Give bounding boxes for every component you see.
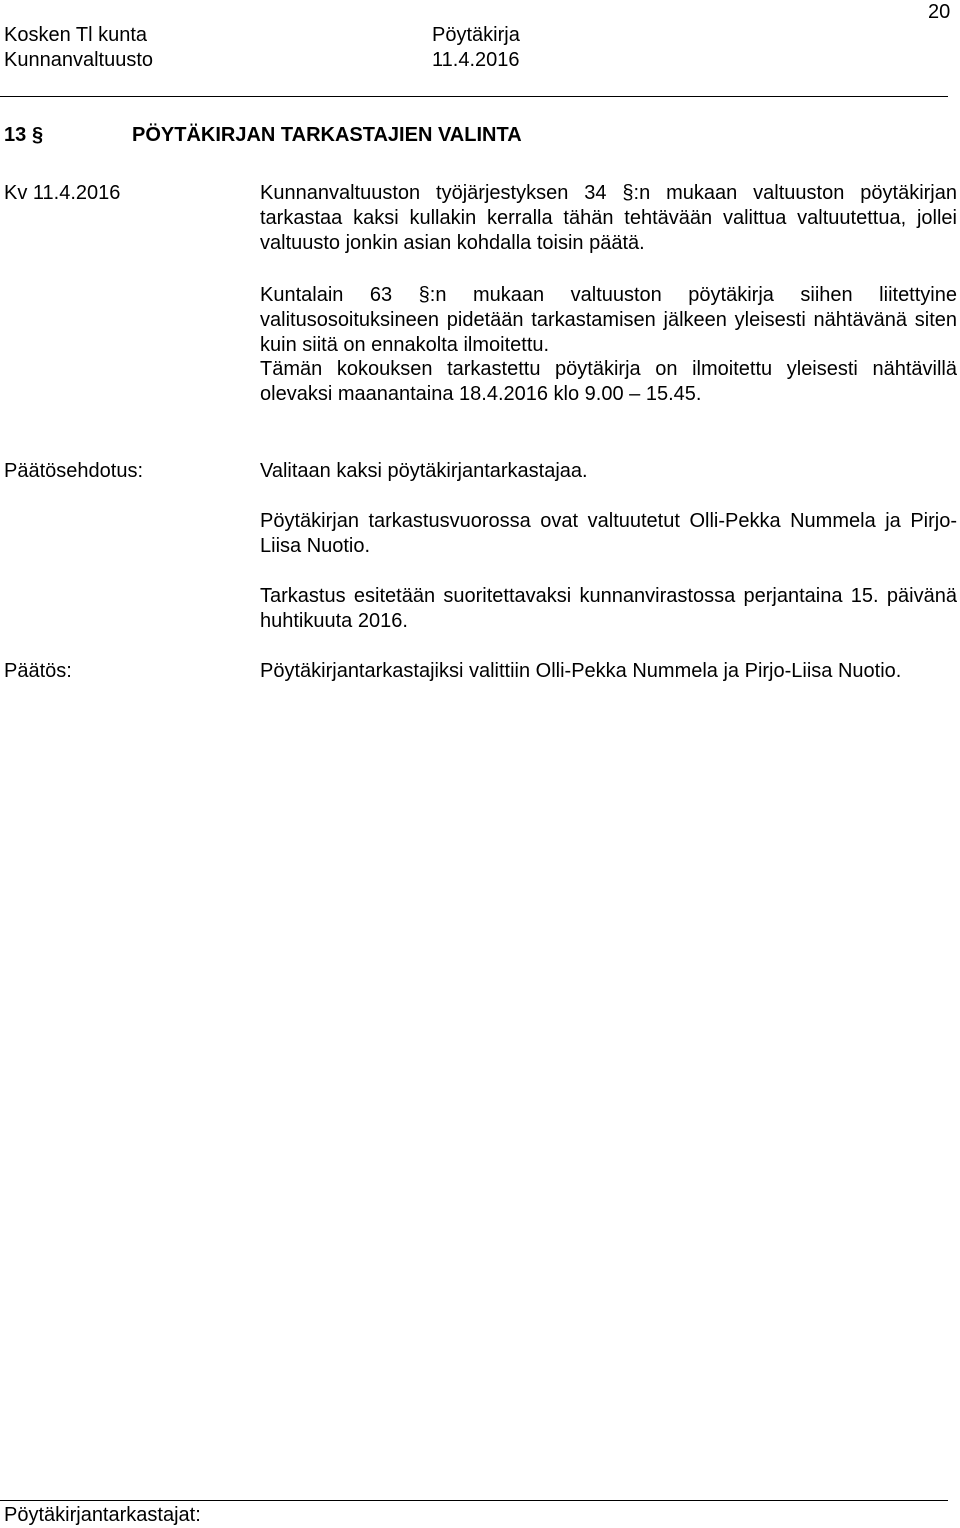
- footer-divider: [0, 1500, 948, 1501]
- meeting-label: Kv 11.4.2016: [4, 182, 121, 204]
- header-body: Kunnanvaltuusto: [4, 49, 154, 71]
- page-number: 20: [928, 1, 951, 23]
- header-date: 11.4.2016: [432, 49, 520, 71]
- proposal-label: Päätösehdotus:: [4, 460, 143, 482]
- meeting-paragraph-3: Tämän kokouksen tarkastettu pöytäkirja on ilmoitettu yleisesti nähtävillä olevaksi maanantaina 18.4.2016 klo 9.00 – 15.45.: [260, 358, 957, 405]
- proposal-paragraph-2: Pöytäkirjan tarkastusvuorossa ovat valtuutetut Olli-Pekka Nummela ja Pirjo-Liisa Nuotio.: [260, 510, 957, 557]
- header-organization: Kosken Tl kunta: [4, 24, 148, 46]
- proposal-paragraph-3: Tarkastus esitetään suoritettavaksi kunnanvirastossa perjantaina 15. päivänä huhtikuuta 2016.: [260, 585, 957, 632]
- decision-label: Päätös:: [4, 660, 72, 682]
- header-doc-type: Pöytäkirja: [432, 24, 520, 46]
- footer-signers-label: Pöytäkirjantarkastajat:: [4, 1504, 201, 1526]
- header-divider: [0, 96, 948, 97]
- section-title: PÖYTÄKIRJAN TARKASTAJIEN VALINTA: [132, 124, 522, 146]
- decision-text: Pöytäkirjantarkastajiksi valittiin Olli-Pekka Nummela ja Pirjo-Liisa Nuotio.: [260, 660, 902, 682]
- section-symbol: §: [32, 124, 44, 146]
- section-heading: [4, 123, 522, 148]
- meeting-paragraph-1: Kunnanvaltuuston työjärjestyksen 34 §:n mukaan valtuuston pöytäkirjan tarkastaa kaksi kullakin kerralla tähän tehtävään valittua valtuutettua, jollei valtuusto jonkin asian kohdalla toisin päätä.: [260, 182, 957, 254]
- section-number: 13: [4, 124, 27, 146]
- meeting-paragraph-2: Kuntalain 63 §:n mukaan valtuuston pöytäkirja siihen liitettyine valitusosoituksineen pidetään tarkastamisen jälkeen yleisesti nähtävänä siten kuin siitä on ennakolta ilmoitettu.: [260, 284, 957, 356]
- proposal-paragraph-1: Valitaan kaksi pöytäkirjantarkastajaa.: [260, 460, 588, 482]
